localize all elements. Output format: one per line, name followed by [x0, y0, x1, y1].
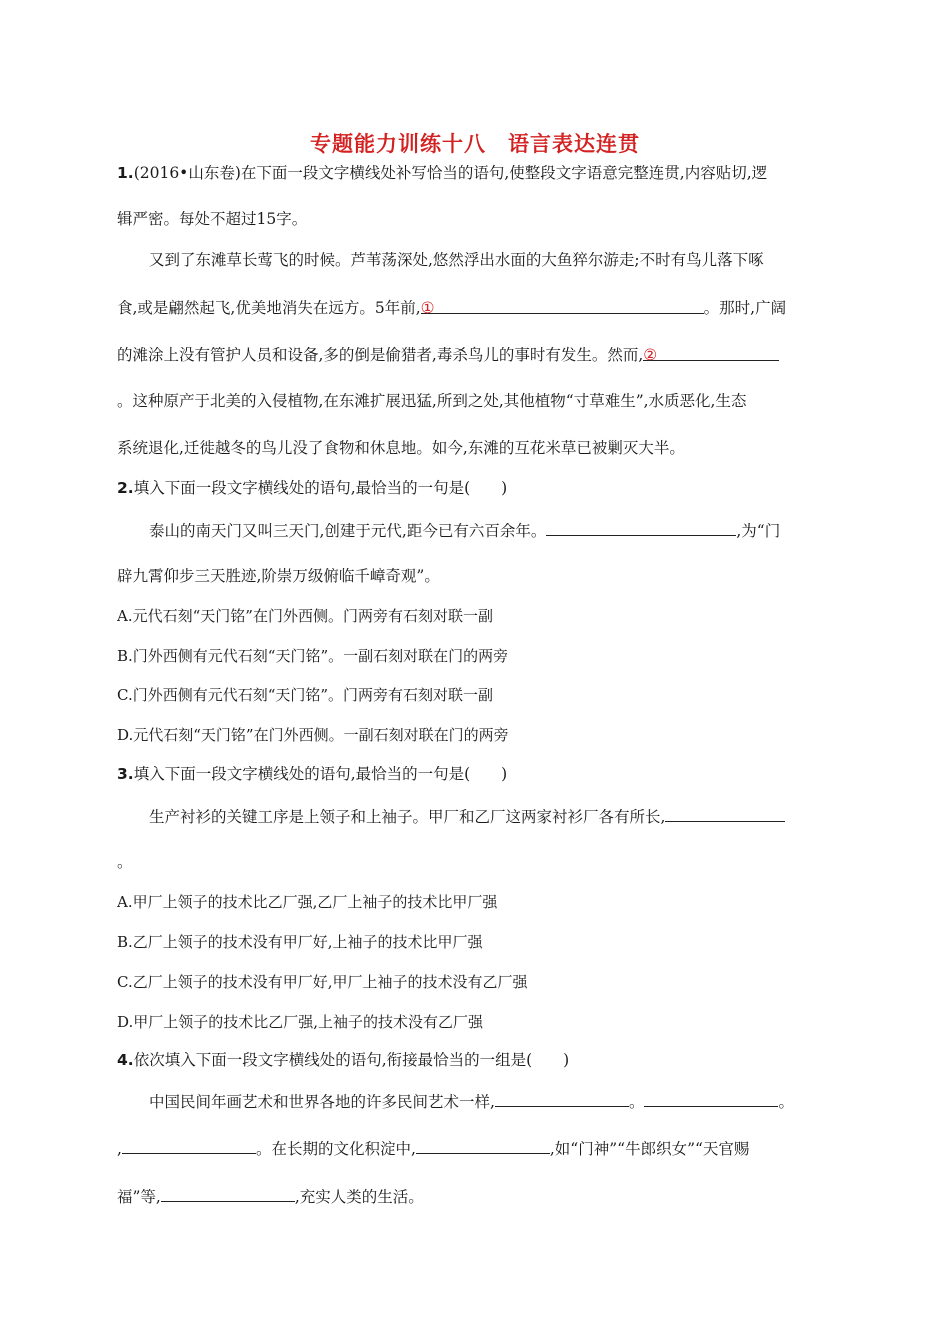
q3-para-line1 [149, 805, 785, 828]
q4-blank-4[interactable] [416, 1137, 550, 1154]
q3-option-d[interactable]: D.甲厂上领子的技术比乙厂强,上袖子的技术没有乙厂强 [117, 1013, 484, 1031]
q2-para-line1-text-a: 泰山的南天门又叫三天门,创建于元代,距今已有六百余年。 [149, 522, 547, 540]
q3-para-line2: 。 [117, 853, 133, 871]
q2-para-line1-text-b: ,为“门 [736, 522, 781, 540]
q3-blank[interactable] [665, 805, 785, 822]
q4-blank-1[interactable] [495, 1090, 629, 1107]
q4-blank-3[interactable] [122, 1137, 256, 1154]
q1-stem-line2: 辑严密。每处不超过15字。 [117, 210, 308, 228]
q4-para-line1-text-c: 。 [778, 1093, 794, 1111]
q1-stem-line1 [117, 162, 767, 184]
q4-para-line2-text-c: ,如“门神”“牛郎织女”“天官赐 [549, 1140, 750, 1158]
q2-para-line2: 辟九霄仰步三天胜迹,阶崇万级俯临千嶂奇观”。 [117, 567, 440, 585]
q4-para-line1-text-b: 。 [628, 1093, 645, 1111]
q2-blank[interactable] [546, 519, 736, 536]
q2-number: 2. [117, 479, 134, 497]
q3-para-line1-text: 生产衬衫的关键工序是上领子和上袖子。甲厂和乙厂这两家衬衫厂各有所长, [149, 808, 666, 826]
page-title: 专题能力训练十八 语言表达连贯 [310, 132, 640, 156]
q2-option-c[interactable]: C.门外西侧有元代石刻“天门铭”。门两旁有石刻对联一副 [117, 686, 494, 704]
q3-option-b[interactable]: B.乙厂上领子的技术没有甲厂好,上袖子的技术比甲厂强 [117, 933, 483, 951]
q1-para-line5: 系统退化,迁徙越冬的鸟儿没了食物和休息地。如今,东滩的互花米草已被剿灭大半。 [117, 439, 685, 457]
q1-blank-2[interactable] [643, 344, 779, 364]
q4-blank-2[interactable] [644, 1090, 778, 1107]
q4-para-line1 [149, 1090, 794, 1113]
q3-stem-text: 填入下面一段文字横线处的语句,最恰当的一句是( ) [133, 765, 508, 783]
q4-para-line2 [117, 1137, 749, 1160]
q1-number: 1. [117, 164, 134, 182]
q1-stem-a: (2016•山东卷)在下面一段文字横线处补写恰当的语句,使整段文字语意完整连贯,内容贴切,逻 [133, 164, 768, 182]
q4-stem-text: 依次填入下面一段文字横线处的语句,衔接最恰当的一组是( ) [133, 1051, 570, 1069]
q1-para-line4: 。这种原产于北美的入侵植物,在东滩扩展迅猛,所到之处,其他植物“寸草难生”,水质恶化,生态 [117, 392, 747, 410]
q2-option-a[interactable]: A.元代石刻“天门铭”在门外西侧。门两旁有石刻对联一副 [117, 607, 493, 625]
q2-option-d[interactable]: D.元代石刻“天门铭”在门外西侧。一副石刻对联在门的两旁 [117, 726, 509, 744]
q2-stem-text: 填入下面一段文字横线处的语句,最恰当的一句是( ) [133, 479, 508, 497]
q3-option-a[interactable]: A.甲厂上领子的技术比乙厂强,乙厂上袖子的技术比甲厂强 [117, 893, 498, 911]
q1-para-line2 [117, 297, 786, 319]
q1-para-line2-text-a: 食,或是翩然起飞,优美地消失在远方。5年前, [117, 299, 421, 317]
q1-para-line1: 又到了东滩草长莺飞的时候。芦苇荡深处,悠然浮出水面的大鱼猝尔游走;不时有鸟儿落下啄 [149, 251, 764, 269]
q3-number: 3. [117, 765, 134, 783]
q1-para-line3-text: 的滩涂上没有管护人员和设备,多的倒是偷猎者,毒杀鸟儿的事时有发生。然而, [117, 346, 644, 364]
q4-blank-5[interactable] [161, 1185, 295, 1202]
q3-stem [117, 763, 507, 785]
q4-para-line3-text-a: 福”等, [117, 1188, 161, 1206]
q2-option-b[interactable]: B.门外西侧有元代石刻“天门铭”。一副石刻对联在门的两旁 [117, 647, 509, 665]
q4-para-line3 [117, 1185, 424, 1208]
q4-number: 4. [117, 1051, 134, 1069]
q4-para-line2-text-a: , [117, 1140, 122, 1158]
q4-para-line1-text-a: 中国民间年画艺术和世界各地的许多民间艺术一样, [149, 1093, 495, 1111]
q2-para-line1 [149, 519, 780, 542]
q1-marker-1: ① [420, 299, 435, 317]
q4-para-line2-text-b: 。在长期的文化积淀中, [255, 1140, 416, 1158]
q1-para-line3 [117, 344, 779, 366]
q1-para-line2-text-b: 。那时,广阔 [703, 299, 787, 317]
q3-option-c[interactable]: C.乙厂上领子的技术没有甲厂好,甲厂上袖子的技术没有乙厂强 [117, 973, 528, 991]
q4-para-line3-text-b: ,充实人类的生活。 [294, 1188, 424, 1206]
q2-stem [117, 477, 507, 499]
q4-stem [117, 1049, 569, 1071]
q1-blank-1[interactable] [420, 297, 704, 317]
q1-marker-2: ② [643, 346, 658, 364]
